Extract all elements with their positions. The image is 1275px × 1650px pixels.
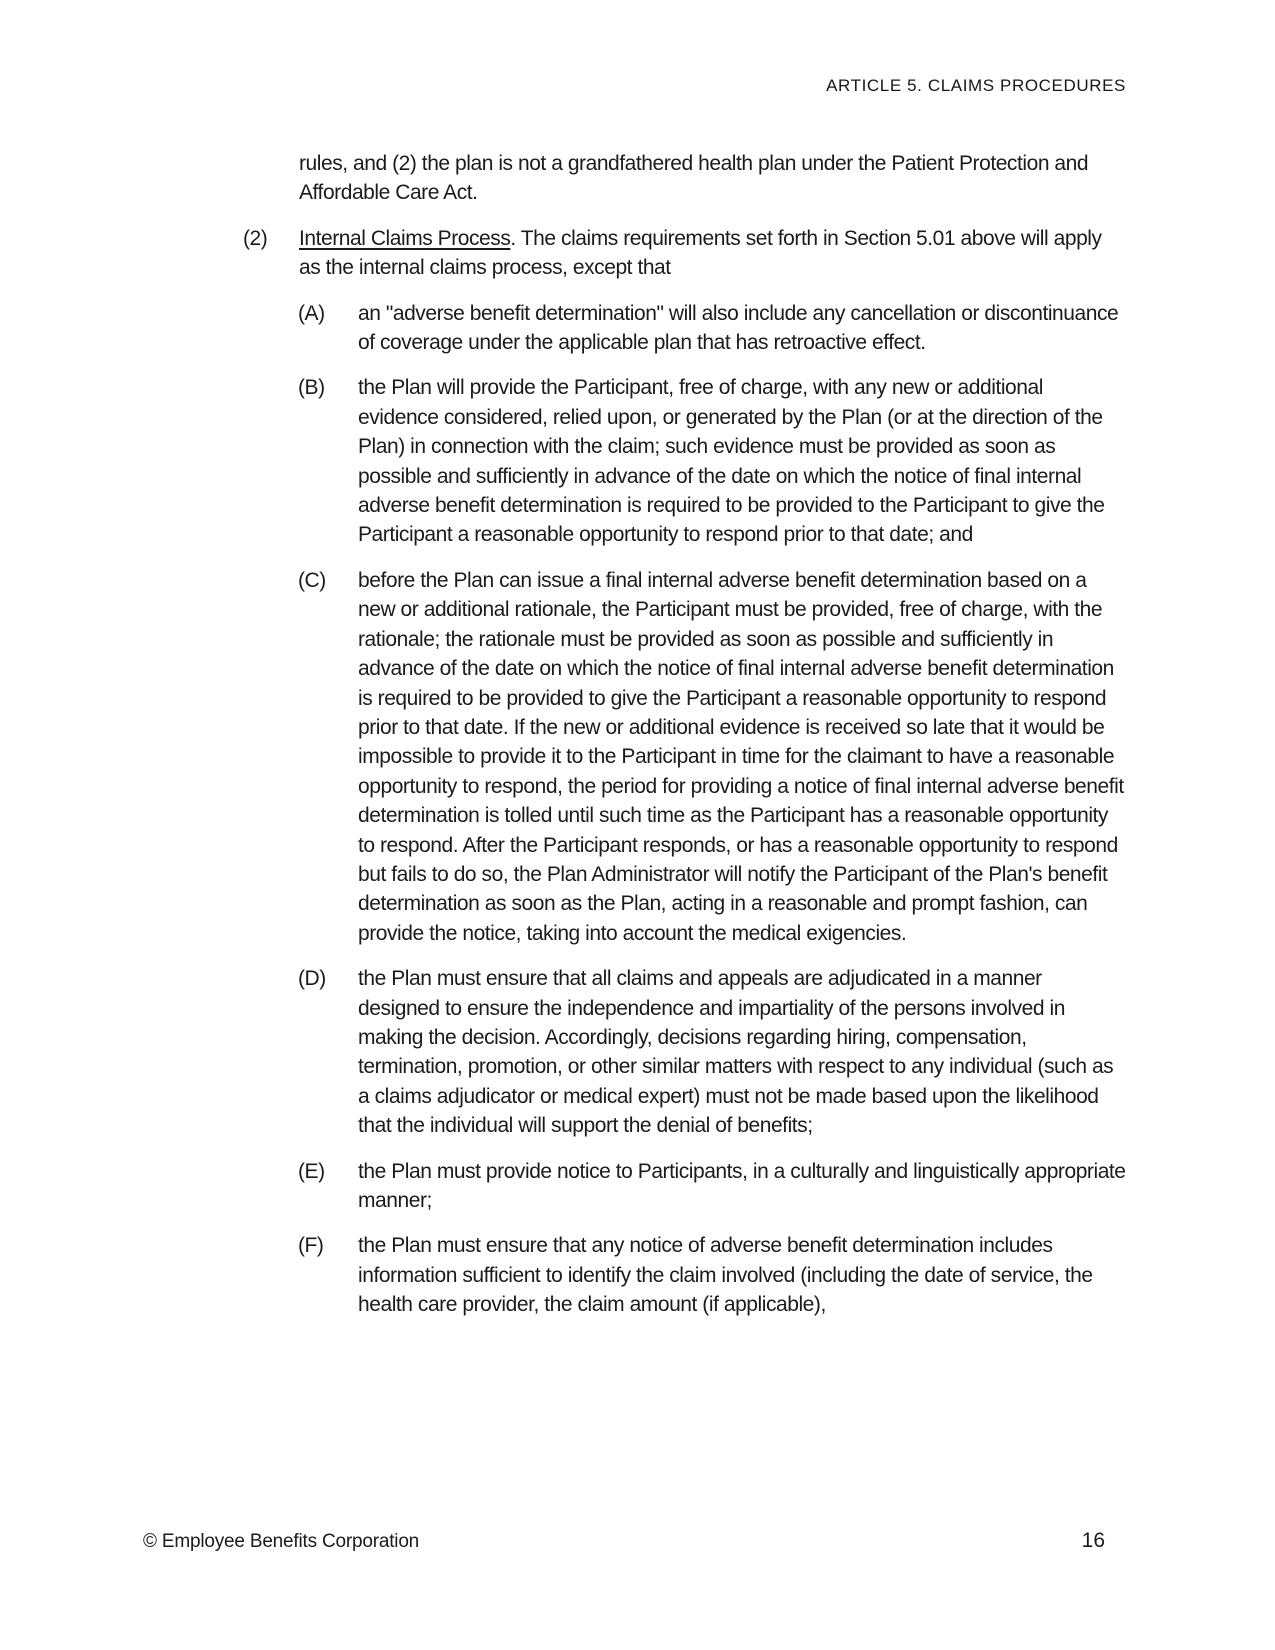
item-text: the Plan must ensure that all claims and appeals are adjudicated in a manner designed to ensure the independence and impartiality of the persons involved in making the decision. Accordingly, decisions regarding hiring, compensation, termination, promotion, or other similar matters with respect to any individual (such as a claims adjudicator or medical expert) must not be made based upon the likelihood that the individual will support the denial of benefits; — [358, 967, 1114, 1138]
item-text: an "adverse benefit determination" will also include any cancellation or discontinuance of coverage under the applicable plan that has retroactive effect. — [358, 301, 1119, 355]
item-marker: (D) — [298, 967, 326, 991]
item-marker: (F) — [298, 1234, 324, 1258]
list-item-f — [150, 1231, 1126, 1319]
item-text: the Plan must ensure that any notice of adverse benefit determination includes information sufficient to identify the claim involved (including the date of service, the health care provider, the claim amount (if applicable), — [358, 1234, 1093, 1317]
section-text: . The claims requirements set forth in Section 5.01 above will apply as the internal claims process, except that — [299, 226, 1102, 280]
list-item-e — [150, 1157, 1126, 1216]
list-item-a — [150, 299, 1126, 358]
section-heading: Internal Claims Process — [299, 226, 511, 250]
item-marker: (B) — [298, 376, 325, 400]
item-marker: (A) — [298, 301, 325, 325]
page-header: ARTICLE 5. CLAIMS PROCEDURES — [826, 76, 1126, 95]
item-text: the Plan will provide the Participant, free of charge, with any new or additional evidence considered, relied upon, or generated by the Plan (or at the direction of the Plan) in connection with the claim; such evidence must be provided as soon as possible and sufficiently in advance of the date on which the notice of final internal adverse benefit determination is required to be provided to the Participant to give the Participant a reasonable opportunity to respond prior to that date; and — [358, 376, 1105, 547]
item-text: before the Plan can issue a final internal adverse benefit determination based on a new or additional rationale, the Participant must be provided, free of charge, with the rationale; the rationale must be provided as soon as possible and sufficiently in advance of the date on which the notice of final internal adverse benefit determination is required to be provided to give the Participant a reasonable opportunity to respond prior to that date. If the new or additional evidence is received so late that it would be impossible to provide it to the Participant in time for the claimant to have a reasonable opportunity to respond, the period for providing a notice of final internal adverse benefit determination is tolled until such time as the Participant has a reasonable opportunity to respond. After the Participant responds, or has a reasonable opportunity to respond but fails to do so, the Plan Administrator will notify the Participant of the Plan's benefit determination as soon as the Plan, acting in a reasonable and prompt fashion, can provide the notice, taking into account the medical exigencies. — [358, 568, 1124, 945]
item-text: the Plan must provide notice to Participants, in a culturally and linguistically appropriate manner; — [358, 1159, 1126, 1212]
section-2-paragraph — [150, 224, 1126, 283]
list-item-c — [150, 566, 1126, 948]
continuation-paragraph: rules, and (2) the plan is not a grandfathered health plan under the Patient Protection and Affordable Care Act. — [299, 152, 1089, 205]
footer-page-number: 16 — [1081, 1529, 1105, 1552]
item-marker: (C) — [298, 568, 326, 592]
document-body — [150, 149, 1126, 1320]
page-footer — [143, 1529, 1105, 1553]
list-item-d — [150, 964, 1126, 1140]
section-marker: (2) — [243, 226, 268, 250]
footer-copyright: © Employee Benefits Corporation — [143, 1531, 420, 1552]
list-item-b — [150, 373, 1126, 549]
item-marker: (E) — [298, 1159, 325, 1183]
